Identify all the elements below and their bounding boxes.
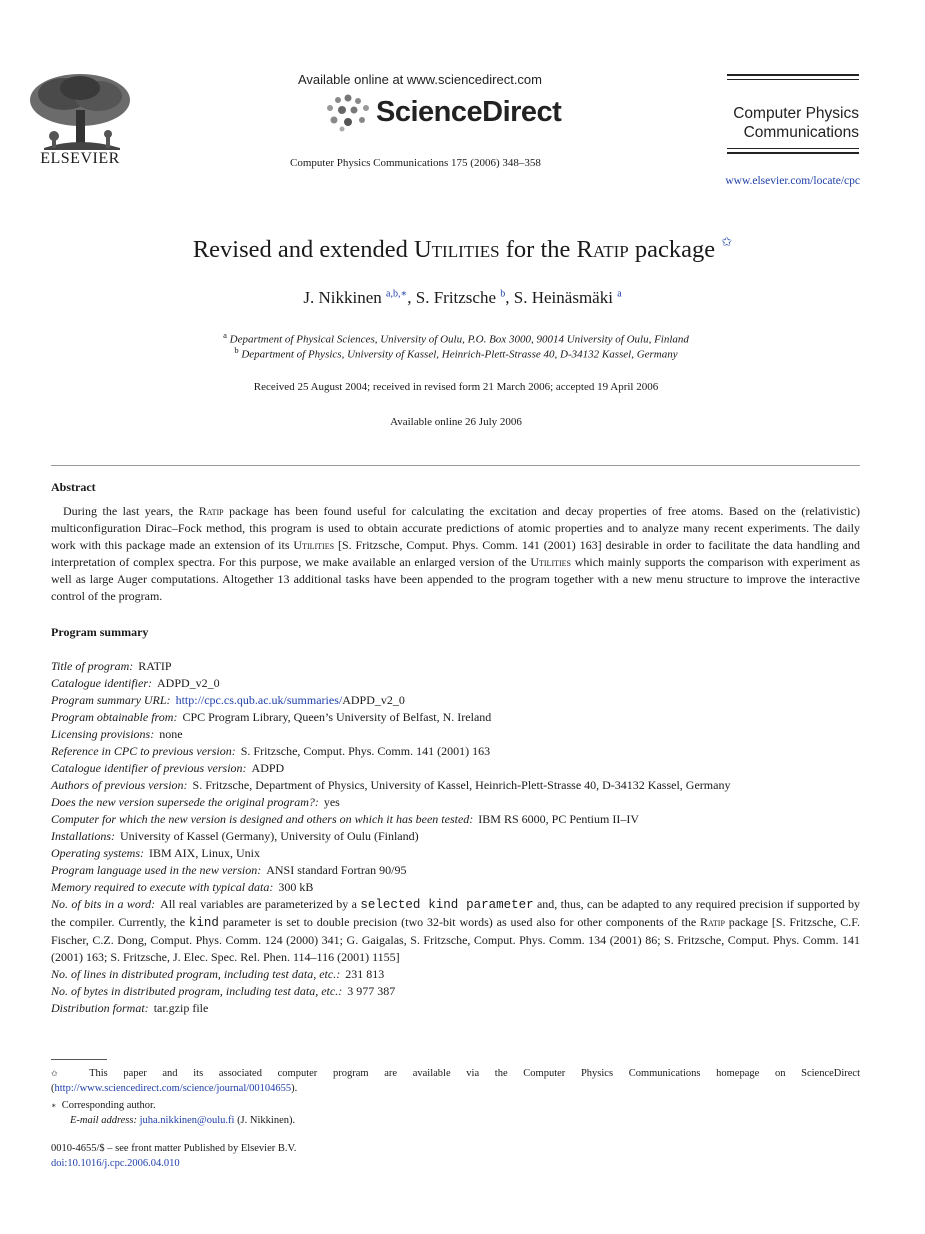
title-part: for the: [499, 236, 577, 263]
title-part: package: [628, 236, 716, 263]
footnote-star: [51, 1066, 860, 1096]
summary-row-catalogue: [51, 675, 860, 692]
affiliation-text: Department of Physical Sciences, University of Oulu, P.O. Box 3000, 90014 University of Oulu, Finland: [229, 333, 689, 346]
summary-label: No. of bytes in distributed program, including test data, etc.:: [51, 984, 343, 998]
journal-homepage-link[interactable]: www.elsevier.com/locate/cpc: [725, 175, 860, 187]
summary-label: Authors of previous version:: [51, 778, 188, 792]
summary-row-distribution: [51, 1000, 860, 1017]
summary-value: IBM RS 6000, PC Pentium II–IV: [478, 812, 639, 826]
summary-label: Does the new version supersede the original program?:: [51, 795, 319, 809]
summary-label: Reference in CPC to previous version:: [51, 744, 236, 758]
summary-label: Program obtainable from:: [51, 710, 178, 724]
summary-row-bytes: [51, 983, 860, 1000]
summary-row-prev-authors: [51, 777, 860, 794]
journal-rule: [727, 74, 859, 76]
abstract-body: [51, 503, 860, 605]
ratip-name: Ratip: [700, 915, 725, 929]
summary-row-licensing: [51, 726, 860, 743]
summary-row-prev-catalogue: [51, 760, 860, 777]
summary-value: CPC Program Library, Queen’s University of Belfast, N. Ireland: [182, 710, 492, 724]
journal-name: [727, 104, 859, 142]
summary-row-obtainable: [51, 709, 860, 726]
summary-label: No. of lines in distributed program, including test data, etc.:: [51, 967, 341, 981]
summary-label: Memory required to execute with typical data:: [51, 880, 274, 894]
abstract-text: package has been found useful for calculating the excitation and decay properties of free atoms. Based on the (relativistic) multiconfiguration Dirac–Fock method, this program is used to obtain accurate predictions of atomic properties and to analyze many recent experiments. The daily work with this package made an extension of its: [51, 504, 860, 552]
summary-row-installations: [51, 828, 860, 845]
author-name: J. Nikkinen: [303, 288, 382, 307]
journal-citation: Computer Physics Communications 175 (2006) 348–358: [290, 157, 541, 169]
summary-label: Program language used in the new version:: [51, 863, 262, 877]
journal-homepage-url-link[interactable]: http://www.sciencedirect.com/science/journal/00104655: [54, 1083, 292, 1094]
program-summary-link[interactable]: http://cpc.cs.qub.ac.uk/summaries/: [175, 693, 343, 707]
author-affiliation-mark[interactable]: a: [617, 288, 622, 300]
summary-value: S. Fritzsche, Comput. Phys. Comm. 141 (2001) 163: [240, 744, 491, 758]
author-list: J. Nikkinen $^{a,b,∗}$, S. Fritzsche $^b$, S. Heinäsmäki $^a$: [303, 288, 622, 307]
summary-row-computer: [51, 811, 860, 828]
title-part: Revised and extended: [192, 236, 414, 263]
summary-value: 231 813: [345, 967, 385, 981]
summary-value: yes: [323, 795, 340, 809]
summary-value: IBM AIX, Linux, Unix: [149, 846, 260, 860]
article-title: [0, 236, 925, 264]
author-name: S. Fritzsche: [415, 288, 497, 307]
online-date: Available online 26 July 2006: [390, 416, 522, 428]
footnote-email: [70, 1113, 770, 1128]
affiliation: [0, 345, 912, 361]
title-ratip: Ratip: [576, 236, 629, 263]
program-summary: [51, 658, 860, 1017]
email-owner: (J. Nikkinen).: [237, 1115, 296, 1126]
journal-name-line2: Communications: [743, 124, 859, 141]
abstract-text: During the last years, the: [63, 504, 199, 518]
footnote-text: Corresponding author.: [61, 1100, 156, 1111]
summary-row-os: [51, 845, 860, 862]
utilities-name: Utilities: [293, 538, 335, 552]
summary-value: 300 kB: [278, 880, 314, 894]
summary-label: Operating systems:: [51, 846, 144, 860]
summary-row-url: [51, 692, 860, 709]
summary-value: none: [159, 727, 183, 741]
summary-label: Installations:: [51, 829, 116, 843]
affiliation-text: Department of Physics, University of Kassel, Heinrich-Plett-Strasse 40, D-34132 Kassel, Germany: [241, 348, 678, 361]
utilities-name: Utilities: [530, 555, 571, 569]
journal-rule: [727, 79, 859, 80]
footnote-mark: ∗: [51, 1101, 57, 1110]
summary-value: RATIP: [138, 659, 172, 673]
summary-row-lines: [51, 966, 860, 983]
publisher-name: ELSEVIER: [40, 150, 120, 167]
abstract-heading: Abstract: [51, 480, 96, 494]
available-online-banner: Available online at www.sciencedirect.com: [298, 72, 542, 87]
summary-value: 3 977 387: [347, 984, 396, 998]
summary-value: ADPD_v2_0: [157, 676, 220, 690]
footnote-text: ).: [291, 1083, 298, 1094]
author-name: S. Heinäsmäki: [513, 288, 613, 307]
affiliation-mark: a: [223, 330, 227, 340]
journal-rule: [727, 152, 859, 154]
received-dates: Received 25 August 2004; received in revised form 21 March 2006; accepted 19 April 2006: [253, 381, 659, 393]
summary-value: package [S. Fritzsche, C.F. Fischer, C.Z. Dong, Comput. Phys. Comm. 124 (2000) 341; G. Gaigalas, S. Fritzsche, Comput. Phys. Comm. 134 (2001) 86; S. Fritzsche, Comput. Phys. Comm. 141 (2001) 163; S. Fritzsche, J. Elec. Spec. Rel. Phen. 114–116 (2001) 1155]: [51, 915, 860, 964]
abstract-text: [S. Fritzsche, Comput. Phys. Comm. 141 (2001) 163] desirable in order to facilitate the data handling and interpretation of complex spectra. For this purpose, we make available an enlarged version of the: [51, 538, 860, 569]
title-utilities: Utilities: [413, 236, 500, 263]
summary-label: No. of bits in a word:: [51, 897, 156, 911]
affiliation: [0, 330, 912, 346]
summary-value: and, thus, can be adapted to any required precision if supported by the compiler. Currently, the: [51, 897, 861, 929]
summary-label: Distribution format:: [51, 1001, 149, 1015]
summary-value: S. Fritzsche, Department of Physics, University of Kassel, Heinrich-Plett-Strasse 40, D-34132 Kassel, Germany: [192, 778, 731, 792]
summary-label: Program summary URL:: [51, 693, 171, 707]
summary-value: University of Kassel (Germany), University of Oulu (Finland): [120, 829, 419, 843]
summary-row-bits: [51, 896, 860, 966]
sciencedirect-dots-icon: [318, 92, 374, 132]
summary-value: parameter is set to double precision (two 32-bit words) as used also for other components of the: [218, 915, 701, 929]
journal-rule: [727, 148, 859, 149]
affiliation-mark: b: [234, 345, 239, 355]
abstract-text: which mainly supports the comparison with experiment as well as large Auger computations. Altogether 13 additional tasks have been appended to the program together with a new menu structure to improve the interactive control of the program.: [51, 555, 860, 603]
code-snippet: kind: [188, 916, 219, 930]
sciencedirect-wordmark: ScienceDirect: [376, 96, 562, 128]
summary-value: tar.gzip file: [153, 1001, 209, 1015]
summary-row-memory: [51, 879, 860, 896]
summary-value: ADPD_v2_0: [342, 693, 405, 707]
summary-value: ANSI standard Fortran 90/95: [266, 863, 407, 877]
summary-label: Licensing provisions:: [51, 727, 155, 741]
author-affiliation-mark[interactable]: a,b,∗: [386, 288, 408, 300]
issn-line: 0010-4655/$ – see front matter Published by Elsevier B.V.: [51, 1143, 297, 1154]
summary-row-reference: [51, 743, 860, 760]
footnote-corresponding: [51, 1098, 860, 1113]
summary-row-title: [51, 658, 860, 675]
summary-row-language: [51, 862, 860, 879]
author-affiliation-mark[interactable]: b: [500, 288, 506, 300]
footnote-rule: [51, 1059, 107, 1060]
summary-value: All real variables are parameterized by a: [160, 897, 361, 911]
email-label: E-mail address:: [70, 1115, 137, 1126]
summary-row-supersede: [51, 794, 860, 811]
doi-link[interactable]: doi:10.1016/j.cpc.2006.04.010: [51, 1158, 180, 1169]
summary-label: Title of program:: [51, 659, 134, 673]
title-footnote-mark[interactable]: ✩: [721, 234, 733, 249]
summary-label: Catalogue identifier:: [51, 676, 152, 690]
code-snippet: selected kind parameter: [360, 898, 534, 912]
summary-value: ADPD: [251, 761, 285, 775]
journal-name-line1: Computer Physics: [733, 105, 859, 122]
summary-label: Computer for which the new version is designed and others on which it has been tested:: [51, 812, 474, 826]
summary-label: Catalogue identifier of previous version:: [51, 761, 247, 775]
ratip-name: Ratip: [198, 504, 224, 518]
footnote-mark: ✩: [51, 1069, 58, 1078]
author-email-link[interactable]: juha.nikkinen@oulu.fi: [139, 1115, 235, 1126]
footnote-text: This paper and its associated computer program are available via the Computer Physics Communications homepage on ScienceDirect (: [51, 1068, 861, 1094]
section-divider: [51, 465, 860, 466]
program-summary-heading: Program summary: [51, 625, 149, 639]
